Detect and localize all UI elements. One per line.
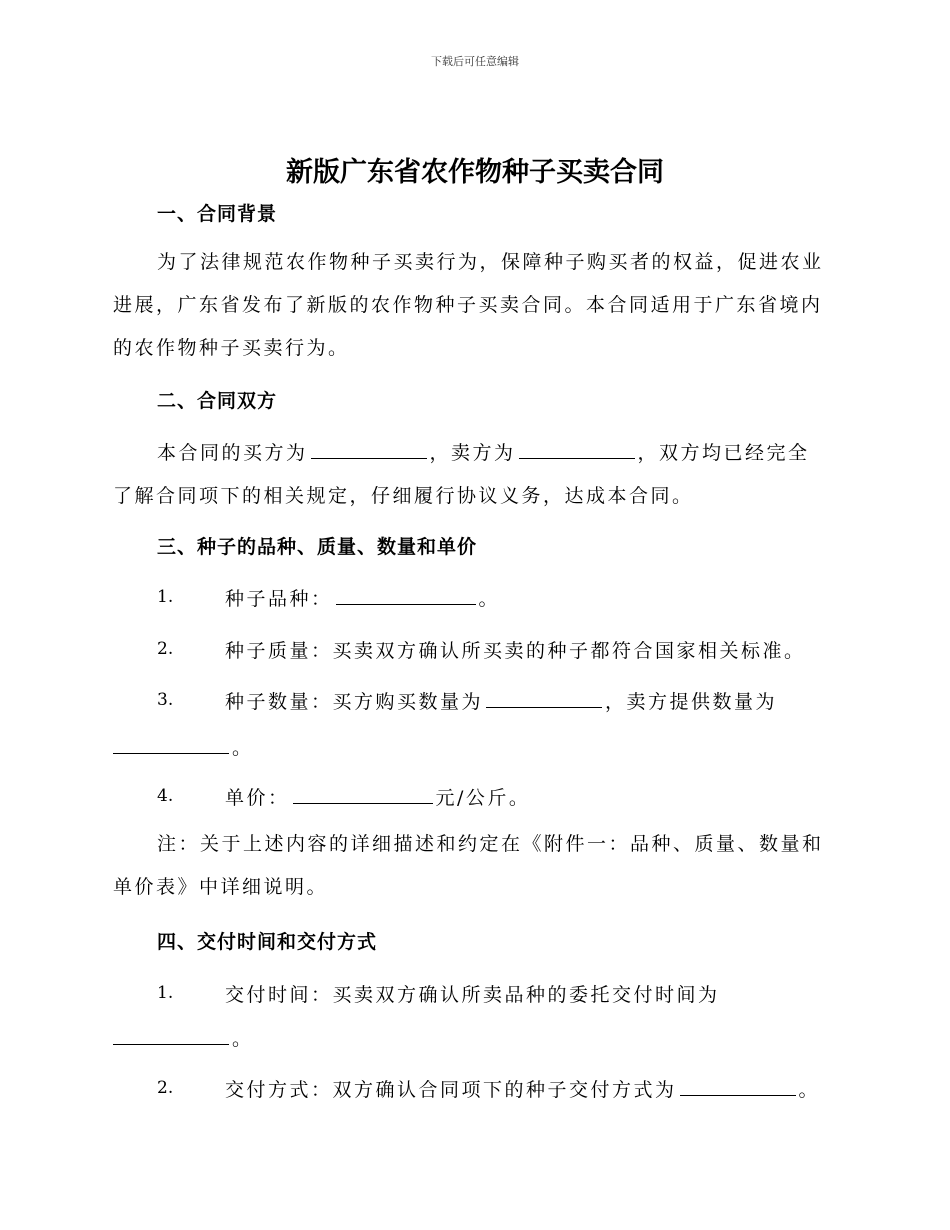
price-label: 单价： [225, 787, 290, 809]
section-1-paragraph: 为了法律规范农作物种子买卖行为，保障种子购买者的权益，促进农业进展，广东省发布了新版的农作物种子买卖合同。本合同适用于广东省境内的农作物种子买卖行为。 [113, 251, 824, 359]
seller-blank[interactable] [519, 439, 635, 459]
item-4-1-end: 。 [232, 1028, 254, 1050]
quantity-seller-label: ，卖方提供数量为 [605, 691, 778, 713]
seller-label: ，卖方为 [429, 442, 516, 464]
item-4-1-number: 1. [157, 983, 174, 1003]
variety-blank[interactable] [336, 585, 476, 605]
item-3-2: 种子质量：买卖双方确认所买卖的种子都符合国家相关标准。 [225, 640, 806, 662]
item-3-1 [225, 584, 500, 611]
delivery-method-blank[interactable] [680, 1076, 796, 1096]
section-2-line-2: 了解合同项下的相关规定，仔细履行协议义务，达成本合同。 [113, 485, 694, 507]
item-3-3-end: 。 [232, 737, 254, 759]
section-3-heading: 三、种子的品种、质量、数量和单价 [157, 536, 478, 558]
section-2-line-1 [157, 438, 810, 465]
delivery-time-blank[interactable] [113, 1025, 229, 1045]
item-3-2-number: 2. [157, 639, 174, 659]
buyer-label: 本合同的买方为 [157, 442, 308, 464]
item-3-1-number: 1. [157, 587, 174, 607]
section-1-heading: 一、合同背景 [157, 203, 278, 225]
document-title: 新版广东省农作物种子买卖合同 [286, 157, 664, 188]
buyer-blank[interactable] [311, 439, 427, 459]
item-3-3 [225, 687, 777, 714]
price-unit: 元/公斤。 [435, 787, 531, 809]
variety-label: 种子品种： [225, 588, 333, 610]
quantity-buyer-label: 种子数量：买方购买数量为 [225, 691, 484, 713]
item-3-3-number: 3. [157, 690, 174, 710]
quantity-buyer-blank[interactable] [486, 688, 602, 708]
item-4-1-continued [113, 1024, 254, 1051]
quantity-seller-blank[interactable] [113, 734, 229, 754]
header-note: 下载后可任意编辑 [431, 55, 519, 68]
item-4-1: 交付时间：买卖双方确认所卖品种的委托交付时间为 [225, 984, 720, 1006]
item-4-2-end: 。 [798, 1079, 821, 1101]
section-2-heading: 二、合同双方 [157, 390, 278, 412]
item-4-2-number: 2. [157, 1078, 174, 1098]
price-blank[interactable] [293, 784, 433, 804]
item-3-3-continued [113, 733, 254, 760]
delivery-method-label: 交付方式：双方确认合同项下的种子交付方式为 [225, 1079, 677, 1101]
item-4-2 [225, 1075, 820, 1102]
section-2-line-1-end: ，双方均已经完全 [637, 442, 810, 464]
section-3-note: 注：关于上述内容的详细描述和约定在《附件一：品种、质量、数量和单价表》中详细说明。 [113, 833, 824, 898]
item-3-4 [225, 783, 530, 810]
section-4-heading: 四、交付时间和交付方式 [157, 931, 378, 953]
item-3-1-end: 。 [478, 588, 501, 610]
item-3-4-number: 4. [157, 786, 174, 806]
